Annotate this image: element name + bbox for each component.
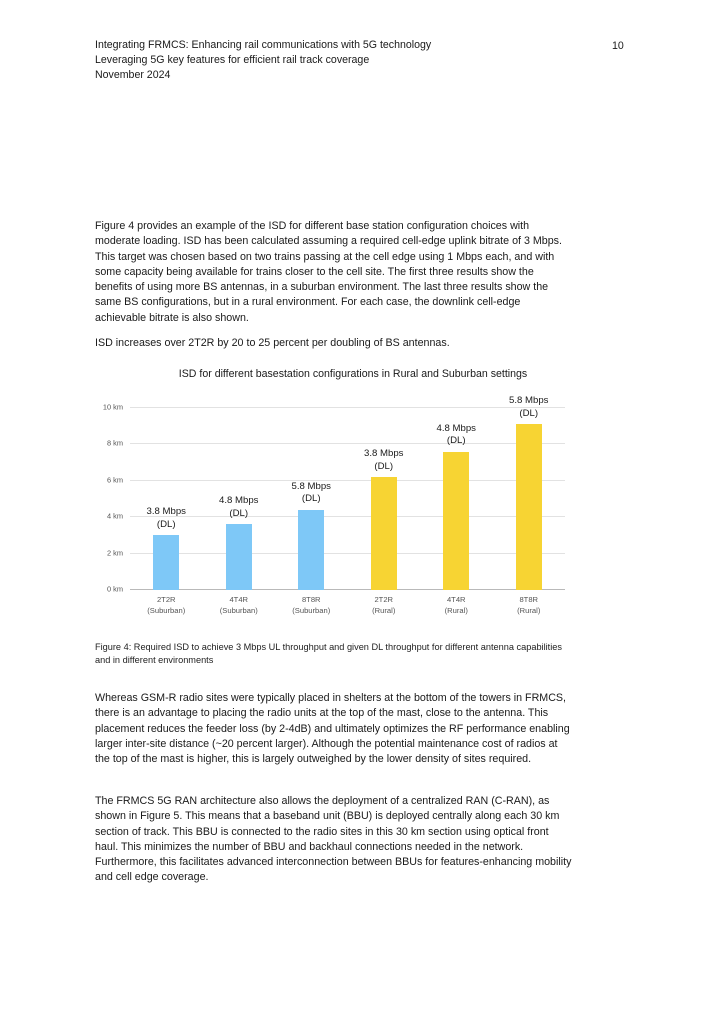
chart-category-slot (348, 408, 421, 590)
bar-6 (509, 395, 549, 590)
chart-category-slot (203, 408, 276, 590)
bar-data-label: 3.8 Mbps (DL) (364, 447, 404, 472)
x-axis-category-label: 8T8R (Rural) (517, 595, 541, 615)
chart-plot-area (102, 395, 565, 594)
bar-data-label: 5.8 Mbps (DL) (291, 480, 331, 505)
chart-category-slot (493, 395, 566, 590)
header-title-line: Integrating FRMCS: Enhancing rail communications with 5G technology (95, 39, 432, 51)
x-axis-category-label: 2T2R (Suburban) (147, 595, 186, 615)
isd-note-block (95, 336, 573, 351)
isd-note-paragraph: ISD increases over 2T2R by 20 to 25 percent per doubling of BS antennas. (95, 337, 450, 349)
bar-data-label: 5.8 Mbps (DL) (509, 395, 549, 419)
page-footer-artifact (432, 1009, 720, 1017)
chart-x-axis-labels (130, 594, 565, 616)
y-axis-tick-label: 0 km (106, 584, 123, 594)
bar-5 (436, 422, 476, 590)
y-axis-tick-label: 8 km (106, 438, 123, 448)
header-date-line: November 2024 (95, 69, 171, 82)
document-header (95, 38, 635, 84)
chart-category-slot (275, 408, 348, 590)
y-axis-tick-label: 2 km (106, 548, 123, 558)
y-axis-tick-label: 4 km (106, 511, 123, 521)
figure-caption-block (95, 641, 565, 667)
bar-2 (219, 495, 259, 590)
intro-paragraph-block (95, 219, 573, 326)
x-axis-category-label: 2T2R (Rural) (372, 595, 396, 615)
chart-category-slot (130, 408, 203, 590)
y-axis-tick-label: 10 km (102, 402, 123, 412)
chart-title: ISD for different basestation configurations in Rural and Suburban settings (178, 368, 528, 380)
x-axis-category-label: 4T4R (Suburban) (219, 595, 258, 615)
bar-data-label: 3.8 Mbps (DL) (146, 506, 186, 530)
x-axis-category-label: 4T4R (Rural) (444, 595, 468, 615)
bar-data-label: 4.8 Mbps (DL) (219, 495, 259, 519)
bar-4 (364, 447, 404, 590)
figure-caption: Figure 4: Required ISD to achieve 3 Mbps UL throughput and given DL throughput for different antenna capabilities and in different environments (95, 642, 562, 665)
cran-paragraph: The FRMCS 5G RAN architecture also allows the deployment of a centralized RAN (C-RAN), as shown in Figure 5. This means that a baseband unit (BBU) is deployed centrally along each 30 km section of track. This BBU is connected to the radio sites in this 30 km section using optical front haul. This minimizes the number of BBU and backhaul connections needed in the network. Furthermore, this facilitates advanced interconnection between BBUs for features-enhancing mobility and cell edge coverage. (95, 795, 572, 884)
cran-paragraph-block (95, 794, 573, 886)
bar-data-label: 4.8 Mbps (DL) (436, 422, 476, 447)
towers-paragraph: Whereas GSM-R radio sites were typically placed in shelters at the bottom of the towers in FRMCS, there is an advantage to placing the radio units at the top of the mast, close to the antenna. This placement reduces the feeder loss (by 2-4dB) and ultimately optimizes the RF performance enabling larger inter-site distance (~20 percent larger). Although the potential maintenance cost of radios at the top of the mast is higher, this is largely outweighed by the lower density of sites required. (95, 692, 570, 766)
page-number: 10 (612, 40, 624, 52)
isd-bar-chart (95, 368, 585, 618)
bar-3 (291, 480, 331, 590)
y-axis-tick-label: 6 km (106, 475, 123, 485)
intro-paragraph: Figure 4 provides an example of the ISD for different base station configuration choices with moderate loading. ISD has been calculated assuming a required cell-edge uplink bitrate of 3 Mbps. This target was chosen based on two trains passing at the cell edge using 1 Mbps each, and with some capacity being available for trains closer to the cell site. The first three results show the benefits of using more BS antennas, in a suburban environment. The last three results show the same BS configurations, but in a rural environment. For each case, the downlink cell-edge achievable bitrate is also shown. (95, 220, 562, 324)
chart-bars (130, 395, 565, 590)
header-subtitle-line: Leveraging 5G key features for efficient rail track coverage (95, 54, 370, 67)
towers-paragraph-block (95, 691, 573, 767)
chart-category-slot (420, 408, 493, 590)
bar-1 (146, 506, 186, 590)
x-axis-category-label: 8T8R (Suburban) (292, 595, 331, 615)
